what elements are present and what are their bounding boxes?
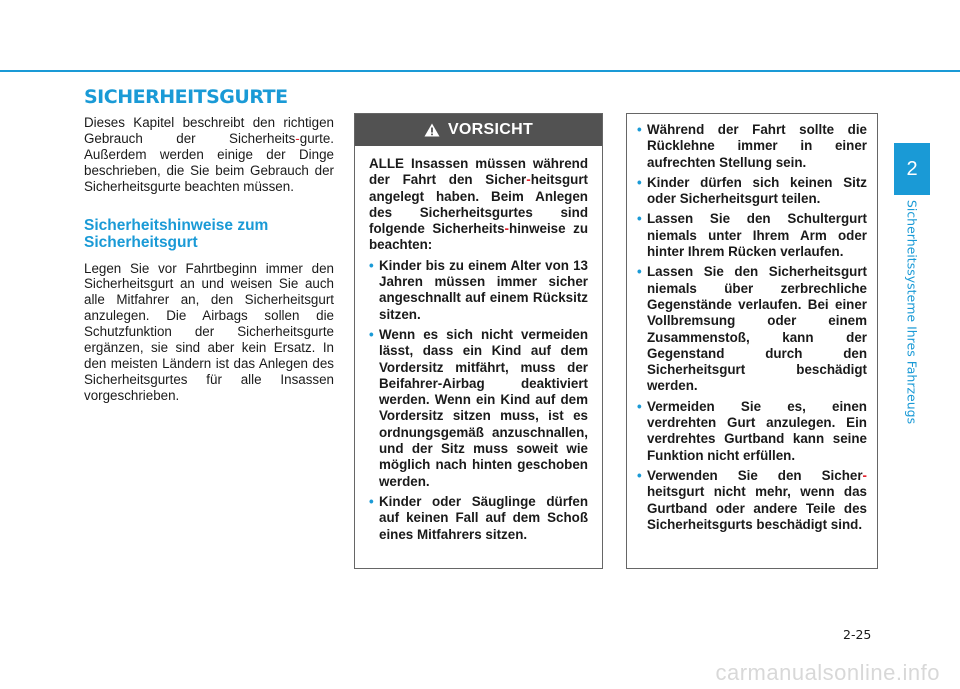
list-item: • Lassen Sie den Sicherheitsgurt niemals über zerbrechliche Gegenstände verlaufen. Bei einer Vollbremsung oder einem Zusammenstoß, kann der Gegenstand durch den Sicherheitsgurt beschädigt werden.: [637, 264, 867, 394]
list-item: • Verwenden Sie den Sicher-heitsgurt nicht mehr, wenn das Gurtband oder andere Teile des Sicherheitsgurts beschädigt sind.: [637, 468, 867, 533]
intro-paragraph: Dieses Kapitel beschreibt den richtigen Gebrauch der Sicherheits-gurte. Außerdem werden einige der Dinge beschrieben, die Sie beim Gebrauch der Sicherheitsgurte beachten müssen.: [84, 115, 334, 194]
list-item: • Kinder oder Säuglinge dürfen auf keinen Fall auf dem Schoß eines Mitfahrers sitzen.: [369, 494, 588, 543]
chapter-number: 2: [906, 157, 918, 180]
list-item: • Vermeiden Sie es, einen verdrehten Gurt anzulegen. Ein verdrehtes Gurtband kann seine Funktion nicht erfüllen.: [637, 399, 867, 464]
caution-continued-list: [627, 114, 877, 533]
warning-triangle-icon: [424, 123, 440, 137]
caution-body: [355, 146, 602, 543]
page-number: 2-25: [843, 627, 872, 642]
section-title: SICHERHEITSGURTE: [84, 86, 288, 108]
list-item: • Lassen Sie den Schultergurt niemals unter Ihrem Arm oder hinter Ihrem Rücken verlaufen.: [637, 211, 867, 260]
subsection-heading: Sicherheitshinweise zum Sicherheitsgurt: [84, 216, 269, 251]
list-item: • Kinder dürfen sich keinen Sitz oder Sicherheitsgurt teilen.: [637, 175, 867, 208]
caution-header: [355, 114, 602, 146]
list-item: • Kinder bis zu einem Alter von 13 Jahren müssen immer sicher angeschnallt auf einem Rücksitz sitzen.: [369, 258, 588, 323]
intro-column: [84, 115, 334, 404]
caution-box: [354, 113, 603, 569]
subsection-paragraph: Legen Sie vor Fahrtbeginn immer den Sicherheitsgurt an und weisen Sie auch alle Mitfahrer an, den Sicherheitsgurt anzulegen. Die Airbags sollen die Schutzfunktion der Sicherheitsgurte ergänzen, sie sind aber kein Ersatz. In den meisten Ländern ist das Anlegen des Sicherheitsgurtes für alle Insassen vorgeschrieben.: [84, 260, 334, 403]
chapter-tab[interactable]: [894, 143, 930, 195]
watermark: carmanualsonline.info: [715, 660, 940, 685]
caution-list: [369, 258, 588, 543]
caution-continued-box: [626, 113, 878, 569]
caution-intro: ALLE Insassen müssen während der Fahrt den Sicher-heitsgurt angelegt haben. Beim Anlegen des Sicherheitsgurtes sind folgende Sicherheits-hinweise zu beachten:: [369, 156, 589, 253]
chapter-side-title: Sicherheitssysteme Ihres Fahrzeugs: [904, 199, 920, 425]
caution-label: VORSICHT: [447, 121, 534, 138]
list-item: • Während der Fahrt sollte die Rücklehne immer in einer aufrechten Stellung sein.: [637, 122, 867, 171]
list-item: • Wenn es sich nicht vermeiden lässt, dass ein Kind auf dem Vordersitz mitfährt, muss der Beifahrer-Airbag deaktiviert werden. Wenn ein Kind auf dem Vordersitz sitzen muss, ist es ordnungsgemäß anzuschnallen, und der Sitz muss soweit wie möglich nach hinten geschoben werden.: [369, 327, 588, 490]
top-rule: [0, 70, 960, 72]
